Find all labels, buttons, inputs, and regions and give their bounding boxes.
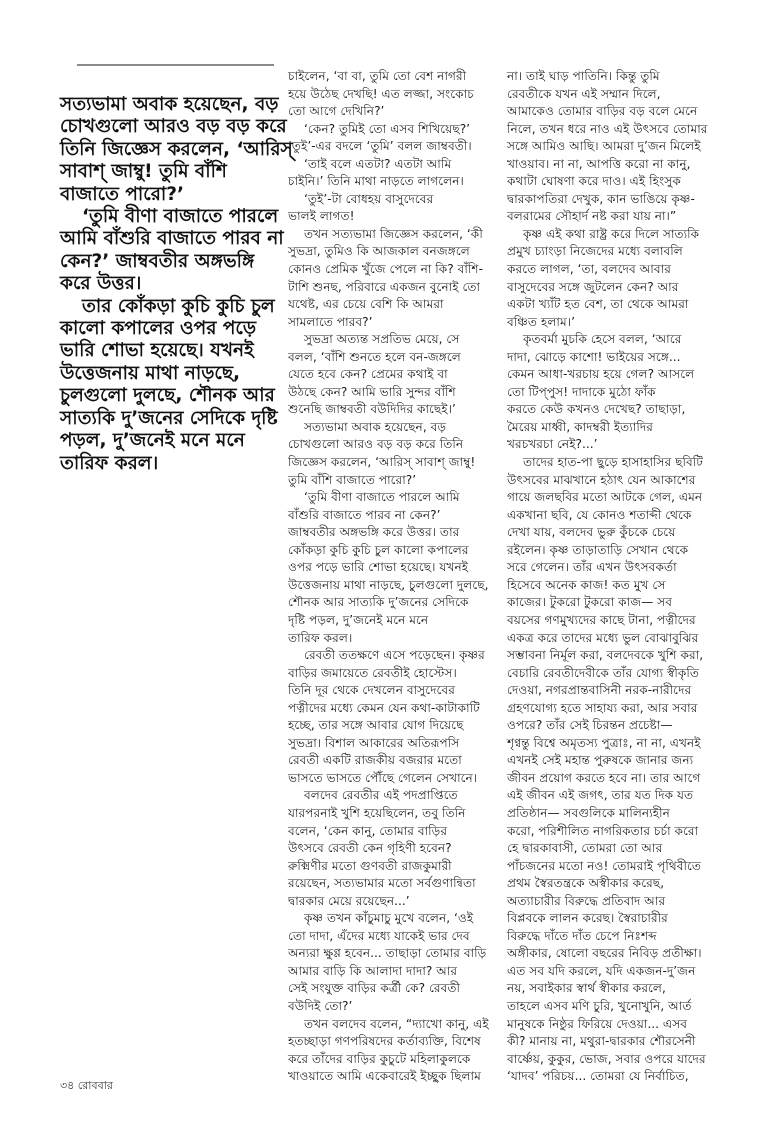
text-line: কী? মানায় না, মথুরা-দ্বারকার শৌরসেনী xyxy=(507,1034,696,1049)
text-line: অত্যাচারীর বিরুদ্ধে প্রতিবাদ আর xyxy=(507,893,666,908)
paragraph xyxy=(288,910,502,1015)
text-line: কেন?’ জাম্ববতীর অঙ্গভঙ্গি xyxy=(60,250,255,272)
text-line: রুক্মিণীর মতো গুণবতী রাজকুমারী xyxy=(288,858,452,873)
text-line: ওপরে? তাঁর সেই চিরন্তন প্রচেষ্টা— xyxy=(507,718,673,733)
text-line: কোনও প্রেমিক খুঁজে পেলে না কি? বাঁশি- xyxy=(288,262,484,277)
text-line: কৃষ্ণ তখন কাঁচুমাচু মুখে বলেন, ‘ওই xyxy=(304,911,474,926)
text-line: বেচারি রেবতীদেবীকে তাঁর যোগ্য স্বীকৃতি xyxy=(507,665,700,680)
text-line: সামলাতে পারব?’ xyxy=(288,314,373,329)
text-line: উত্তেজনায় মাথা নাড়ছে, xyxy=(60,362,241,384)
paragraph xyxy=(288,647,502,787)
text-line: দেওয়া, নগরপ্রান্তবাসিনী নরক-নারীদের xyxy=(507,683,692,698)
text-line: শৃণ্বন্তু বিশ্বে অমৃতস্য পুত্রাঃ, না না, এখনই xyxy=(507,735,701,750)
text-line: সাবাশ্ জাম্বু! তুমি বাঁশি xyxy=(60,161,227,183)
text-line: দ্বারকার মেয়ে রয়েছেন...’ xyxy=(288,893,410,908)
text-line: প্রতিষ্ঠান— সবগুলিকে মালিন্যহীন xyxy=(507,805,670,820)
text-line: তারিফ করল। xyxy=(288,630,353,645)
text-line: পত্নীদের মধ্যে কেমন যেন কথা-কাটাকাটি xyxy=(288,700,480,715)
text-line: তাহলে এসব মণি চুরি, খুনোখুনি, আর্ত xyxy=(507,998,692,1013)
text-line: টাশি শুনছ, পরিবারে একজন বুনোই তো xyxy=(288,279,481,294)
text-line: মানুষকে নিষ্ঠুর ফিরিয়ে দেওয়া... এসব xyxy=(507,1016,688,1031)
text-line: ‘তুই’-এর বদলে ‘তুমি’ বলল জাম্ববতী। xyxy=(288,139,472,154)
text-line: ‘কেন? তুমিই তো এসব শিখিয়েছ?’ xyxy=(304,121,471,136)
text-line: না। তাই ঘাড় পাতিনি। কিন্তু তুমি xyxy=(507,69,660,83)
text-line: রেবতীকে যখন এই সম্মান দিলে, xyxy=(507,86,661,101)
text-line: সম্ভাবনা নির্মূল করা, বলদেবকে খুশি করা, xyxy=(507,648,704,663)
text-line: অন্যরা ক্ষুণ্ণ হবেন... তাছাড়া তোমার বাড়ি xyxy=(288,946,487,961)
text-line: ভাসতে ভাসতে পৌঁছে গেলেন সেখানে। xyxy=(288,770,478,785)
text-line: চাইনি।’ তিনি মাথা নাড়তে লাগলেন। xyxy=(288,174,464,189)
article-column-right xyxy=(507,68,723,1086)
text-line: তিনি জিজ্ঞেস করলেন, ‘আরিস্ xyxy=(60,138,293,160)
text-line: যারপরনাই খুশি হয়েছিলেন, তবু তিনি xyxy=(288,805,466,820)
text-line: শুনেছি জাম্ববতী বউদিদির কাছেই।’ xyxy=(288,402,456,417)
text-line: চুলগুলো দুলছে, শৌনক আর xyxy=(60,385,275,407)
paragraph xyxy=(288,191,502,226)
text-line: ভারি শোভা হয়েছে। যখনই xyxy=(60,340,254,362)
text-line: কথাটা ঘোষণা করে দাও। এই হিংসুক xyxy=(507,174,681,189)
text-line: বাড়ির জমায়েতে রেবতীই হোস্টেস। xyxy=(288,665,457,680)
text-line: উৎসবে রেবতী কেন গৃহিণী হবেন? xyxy=(288,841,452,856)
text-line: বার্ষ্ণেয়, কুকুর, ভোজ, সবার ওপরে যাদের xyxy=(507,1051,706,1066)
text-line: বলরামের সৌহার্দ নষ্ট করা যায় না।” xyxy=(507,209,677,224)
text-line: ‘তুই’-টা বোধহয় বাসুদেবের xyxy=(304,191,434,206)
text-line: কৃষ্ণ এই কথা রাষ্ট্র করে দিলে সাত্যকি xyxy=(523,226,700,241)
text-line: ‘যাদব’ পরিচয়... তোমরা যে নির্বাচিত, xyxy=(507,1069,689,1084)
paragraph xyxy=(507,226,723,331)
text-line: কালো কপালের ওপর পড়ে xyxy=(60,318,257,340)
text-line: উঠছে কেন? আমি ভারি সুন্দর বাঁশি xyxy=(288,384,456,399)
text-line: উৎসবের মাঝখানে হঠাৎ যেন আকাশের xyxy=(507,472,696,487)
text-line: শৌনক আর সাত্যকি দু’জনের সেদিকে xyxy=(288,595,469,610)
text-line: কাজের। টুকরো টুকরো কাজ— সব xyxy=(507,595,673,610)
text-line: তার কোঁকড়া কুচি কুচি চুল xyxy=(82,295,275,317)
text-line: সেই সংযুক্ত বাড়ির কর্ত্রী কে? রেবতী xyxy=(288,981,461,996)
text-line: রেবতী ততক্ষণে এসে পড়েছেন। কৃষ্ণর xyxy=(304,648,485,663)
text-line: ‘তাই বলে এতটা? এতটা আমি xyxy=(304,156,452,171)
text-line: সুভদ্রা। বিশাল আকারের অতিরূপসি xyxy=(288,735,460,750)
text-line: নিলে, তখন ধরে নাও এই উৎসবে তোমার xyxy=(507,121,708,136)
text-line: করে উত্তর। xyxy=(60,273,142,295)
paragraph xyxy=(60,206,282,296)
text-line: তাদের হাত-পা ছুড়ে হাসাহাসির ছবিটি xyxy=(523,455,703,470)
text-line: বউদিই তো?’ xyxy=(288,998,353,1013)
text-line: বলদেব রেবতীর এই পদপ্রাপ্তিতে xyxy=(304,788,458,803)
text-line: করতে কেউ কখনও দেখেছ? তাছাড়া, xyxy=(507,402,686,417)
text-line: দ্বারকাপতিরা দেখুক, কান ভাঙিয়ে কৃষ্ণ- xyxy=(507,191,695,206)
text-line: চোখগুলো আরও বড় বড় করে xyxy=(60,116,287,138)
text-line: রয়েছেন, সত্যভামার মতো সর্বগুণান্বিতা xyxy=(288,876,476,891)
text-line: বলেন, ‘কেন কানু, তোমার বাড়ির xyxy=(288,823,448,838)
paragraph xyxy=(288,68,502,121)
text-line: বাঁশুরি বাজাতে পারব না কেন?’ xyxy=(288,507,441,522)
text-line: চাইলেন, ‘বা বা, তুমি তো বেশ নাগরী xyxy=(288,69,467,83)
text-line: হিসেবে অনেক কাজ! কত মুখ সে xyxy=(507,577,666,592)
text-line: সত্যভামা অবাক হয়েছেন, বড় xyxy=(304,419,447,434)
text-line: তখন সত্যভামা জিজ্ঞেস করলেন, ‘কী xyxy=(304,226,483,241)
text-line: বাজাতে পারো?’ xyxy=(60,183,184,205)
text-line: প্রমুখ চ্যাংড়া নিজেদের মধ্যে বলাবলি xyxy=(507,244,683,259)
paragraph xyxy=(288,156,502,191)
text-line: গ্রহণযোগ্য হতে সাহায্য করা, আর সবার xyxy=(507,700,698,715)
paragraph xyxy=(60,296,282,475)
text-line: সঙ্গে আমিও আছি। আমরা দু’জন মিলেই xyxy=(507,139,701,154)
text-line: একত্র করে তাদের মধ্যে ভুল বোঝাবুঝির xyxy=(507,630,699,645)
text-line: সুভদ্রা অত্যন্ত সপ্রতিভ মেয়ে, সে xyxy=(304,332,460,347)
text-line: জীবন প্রয়োগ করতে হবে না। তার আগে xyxy=(507,770,701,785)
paragraph xyxy=(288,489,502,647)
text-line: অঙ্গীকার, ষোলো বছরের নিবিড় প্রতীক্ষা। xyxy=(507,946,702,961)
text-line: তো দাদা, এঁদের মধ্যে যাকেই ভার দেব xyxy=(288,928,470,943)
text-line: করতে লাগল, ‘তা, বলদেব আবার xyxy=(507,262,671,277)
text-line: খাওয়াব। না না, আপত্তি করো না কানু, xyxy=(507,156,691,171)
text-line: আমাকেও তোমার বাড়ির বড় বলে মেনে xyxy=(507,104,698,119)
text-line: আমার বাড়ি কি আলাদা দাদা? আর xyxy=(288,963,458,978)
text-line: নয়, সবাইকার স্বার্থ স্বীকার করলে, xyxy=(507,981,666,996)
text-line: সরে গেলেন। তাঁর এখন উৎসবকর্তা xyxy=(507,560,677,575)
text-line: বলল, ‘বাঁশি শুনতে হলে বন-জঙ্গলে xyxy=(288,349,461,364)
text-line: রেবতী একটি রাজকীয় বজরার মতো xyxy=(288,753,462,768)
text-line: তিনি দূর থেকে দেখলেন বাসুদেবের xyxy=(288,683,455,698)
text-line: বঞ্চিত হলাম।’ xyxy=(507,314,575,329)
text-line: উত্তেজনায় মাথা নাড়ছে, চুলগুলো দুলছে, xyxy=(288,577,489,592)
text-line: খাওয়াতে আমি একেবারেই ইচ্ছুক ছিলাম xyxy=(288,1069,481,1084)
text-line: হয়ে উঠেছ দেখছি! এত লজ্জা, সংকোচ xyxy=(288,86,474,101)
page-folio: ৩৪ রোববার xyxy=(60,1079,113,1092)
text-line: প্রথম স্বৈরতন্ত্রকে অস্বীকার করেছ, xyxy=(507,876,665,891)
pull-quote-rule xyxy=(77,64,274,66)
text-line: করে তাঁদের বাড়ির কুচুটে মহিলাকুলকে xyxy=(288,1051,471,1066)
text-line: বয়সের গণমুখ্যদের কাছে টানা, পত্নীদের xyxy=(507,612,696,627)
text-line: জিজ্ঞেস করলেন, ‘আরিস্ সাবাশ্ জাম্বু! xyxy=(288,455,476,470)
paragraph xyxy=(507,68,723,226)
text-line: ‘তুমি বীণা বাজাতে পারলে আমি xyxy=(304,490,460,505)
text-line: একটা খ্যাঁট হত বেশ, তা থেকে আমরা xyxy=(507,297,689,312)
text-line: কোঁকড়া কুচি কুচি চুল কালো কপালের xyxy=(288,542,469,557)
paragraph xyxy=(288,121,502,156)
text-line: সাত্যকি দু’জনের সেদিকে দৃষ্টি xyxy=(60,407,278,429)
paragraph xyxy=(288,787,502,910)
text-line: বিপ্লবকে লালন করেছ। স্বৈরাচারীর xyxy=(507,911,668,926)
text-line: ভালই লাগত! xyxy=(288,209,355,224)
pull-quote xyxy=(60,94,293,475)
text-line: মৈরেয় মাধ্বী, কাদম্বরী ইত্যাদির xyxy=(507,419,653,434)
paragraph xyxy=(507,331,723,454)
text-line: হতচ্ছাড়া গণপরিষদের কর্তাব্যক্তি, বিশেষ xyxy=(288,1034,481,1049)
text-line: রইলেন। কৃষ্ণ তাড়াতাড়ি সেখান থেকে xyxy=(507,542,689,557)
paragraph xyxy=(60,94,293,206)
text-line: পড়ল, দু’জনেই মনে মনে xyxy=(60,430,245,452)
text-line: একখানা ছবি, যে কোনও শতাব্দী থেকে xyxy=(507,507,692,522)
text-line: কৃতবর্মা মুচকি হেসে বলল, ‘আরে xyxy=(523,332,682,347)
text-line: যেতে হবে কেন? প্রেমের কথাই বা xyxy=(288,367,448,382)
text-line: দেখা যায়, বলদেব ভুরু কুঁচকে চেয়ে xyxy=(507,525,676,540)
text-line: তখন বলদেব বলেন, “দ্যাখো কানু, এই xyxy=(304,1016,489,1031)
text-line: পাঁচজনের মতো নও! তোমরাই পৃথিবীতে xyxy=(507,858,702,873)
text-line: যথেষ্ট, এর চেয়ে বেশি কি আমরা xyxy=(288,297,444,312)
paragraph xyxy=(288,226,502,331)
paragraph xyxy=(288,331,502,419)
text-line: এত সব যদি করলে, যদি একজন-দু’জন xyxy=(507,963,696,978)
text-line: খরচখরচা নেই?...’ xyxy=(507,437,598,452)
text-line: কেমন আধা-খরচায় হয়ে গেল? আসলে xyxy=(507,367,695,382)
text-line: বাসুদেবের সঙ্গে জুটলেন কেন? আর xyxy=(507,279,679,294)
text-line: গায়ে জলছবির মতো আটকে গেল, এমন xyxy=(507,490,703,505)
text-line: হে দ্বারকাবাসী, তোমরা তো আর xyxy=(507,841,663,856)
paragraph xyxy=(507,454,723,1086)
text-line: দাদা, ঝোড়ে কাশো! ভাইয়ের সঙ্গে... xyxy=(507,349,681,364)
text-line: সত্যভামা অবাক হয়েছেন, বড় xyxy=(60,94,279,115)
text-line: চোখগুলো আরও বড় বড় করে তিনি xyxy=(288,437,464,452)
text-line: ‘তুমি বীণা বাজাতে পারলে xyxy=(82,206,279,228)
paragraph xyxy=(288,1016,502,1086)
article-column-middle xyxy=(288,68,502,1086)
text-line: এই জীবন এই জগৎ, তার যত দিক যত xyxy=(507,788,694,803)
text-line: আমি বাঁশুরি বাজাতে পারব না xyxy=(60,228,284,250)
text-line: জাম্ববতীর অঙ্গভঙ্গি করে উত্তর। তার xyxy=(288,525,460,540)
text-line: তুমি বাঁশি বাজাতে পারো?’ xyxy=(288,472,417,487)
text-line: তারিফ করল। xyxy=(60,452,159,474)
text-line: সুভদ্রা, তুমিও কি আজকাল বনজঙ্গলে xyxy=(288,244,470,259)
text-line: দৃষ্টি পড়ল, দু’জনেই মনে মনে xyxy=(288,612,429,627)
text-line: বিরুদ্ধে দাঁতে দাঁত চেপে নিঃশব্দ xyxy=(507,928,657,943)
text-line: তো আগে দেখিনি?’ xyxy=(288,104,385,119)
text-line: এখনই সেই মহান্ত পুরুষকে জানার জন্য xyxy=(507,753,694,768)
text-line: তো টিপ্‌পুস! দাদাকে মুঠো ফাঁক xyxy=(507,384,656,399)
text-line: ওপর পড়ে ভারি শোভা হয়েছে। যখনই xyxy=(288,560,469,575)
text-line: করো, পরিশীলিত নাগরিকতার চর্চা করো xyxy=(507,823,699,838)
text-line: হচ্ছে, তার সঙ্গে আবার যোগ দিয়েছে xyxy=(288,718,464,733)
paragraph xyxy=(288,419,502,489)
